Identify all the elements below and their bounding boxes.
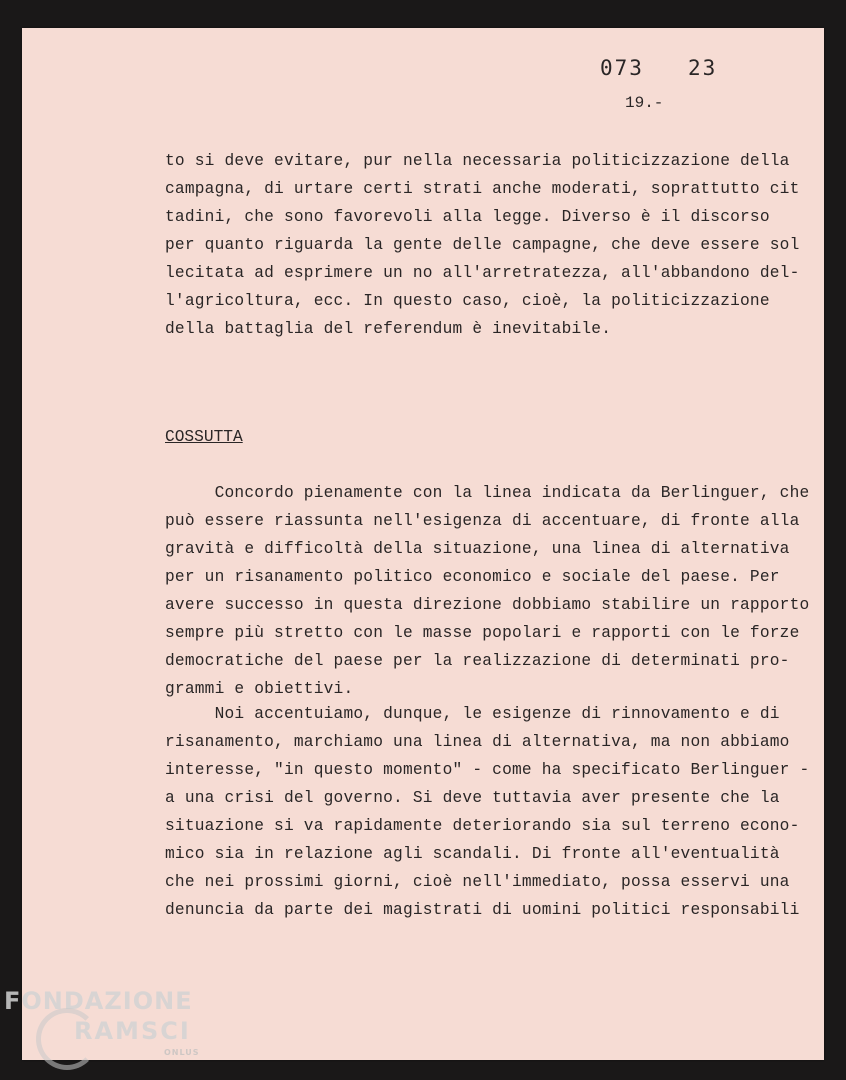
text-line: l'agricoltura, ecc. In questo caso, cioè, la politicizzazione — [165, 292, 770, 310]
paragraph-3 — [165, 700, 810, 924]
text-line: denuncia da parte dei magistrati di uomini politici responsabili — [165, 901, 800, 919]
archive-code-left: 073 — [600, 56, 644, 80]
paragraph-1 — [165, 147, 805, 343]
page-number: 19.- — [625, 94, 664, 112]
text-line: della battaglia del referendum è inevitabile. — [165, 320, 612, 338]
fondazione-gramsci-watermark — [4, 986, 200, 1057]
text-line: Concordo pienamente con la linea indicata da Berlinguer, che — [165, 484, 810, 502]
text-line: può essere riassunta nell'esigenza di accentuare, di fronte alla — [165, 512, 800, 530]
text-line: mico sia in relazione agli scandali. Di fronte all'eventualità — [165, 845, 780, 863]
text-line: Noi accentuiamo, dunque, le esigenze di rinnovamento e di — [165, 705, 780, 723]
text-line: grammi e obiettivi. — [165, 680, 354, 698]
text-line: to si deve evitare, pur nella necessaria politicizzazione della — [165, 152, 790, 170]
text-line: sempre più stretto con le masse popolari e rapporti con le forze — [165, 624, 800, 642]
text-line: lecitata ad esprimere un no all'arretratezza, all'abbandono del- — [165, 264, 800, 282]
watermark-g-logo-icon — [36, 1008, 98, 1070]
text-line: campagna, di urtare certi strati anche moderati, soprattutto cit — [165, 180, 800, 198]
text-line: situazione si va rapidamente deteriorando sia sul terreno econo- — [165, 817, 800, 835]
text-line: gravità e difficoltà della situazione, una linea di alternativa — [165, 540, 790, 558]
text-line: che nei prossimi giorni, cioè nell'immediato, possa esservi una — [165, 873, 790, 891]
archive-code-right: 23 — [687, 56, 718, 80]
text-line: avere successo in questa direzione dobbiamo stabilire un rapporto — [165, 596, 810, 614]
paragraph-2 — [165, 479, 810, 703]
speaker-heading: COSSUTTA — [165, 428, 243, 446]
watermark-line-1: FONDAZIONE — [4, 987, 193, 1015]
text-line: per un risanamento politico economico e sociale del paese. Per — [165, 568, 780, 586]
watermark-line-2: RAMSCI — [74, 1017, 191, 1045]
text-line: tadini, che sono favorevoli alla legge. Diverso è il discorso — [165, 208, 770, 226]
text-line: interesse, "in questo momento" - come ha specificato Berlinguer - — [165, 761, 810, 779]
text-line: democratiche del paese per la realizzazione di determinati pro- — [165, 652, 790, 670]
archive-code — [600, 56, 717, 80]
text-line: a una crisi del governo. Si deve tuttavia aver presente che la — [165, 789, 780, 807]
text-line: per quanto riguarda la gente delle campagne, che deve essere sol — [165, 236, 800, 254]
text-line: risanamento, marchiamo una linea di alternativa, ma non abbiamo — [165, 733, 790, 751]
watermark-sub: ONLUS — [164, 1048, 200, 1057]
